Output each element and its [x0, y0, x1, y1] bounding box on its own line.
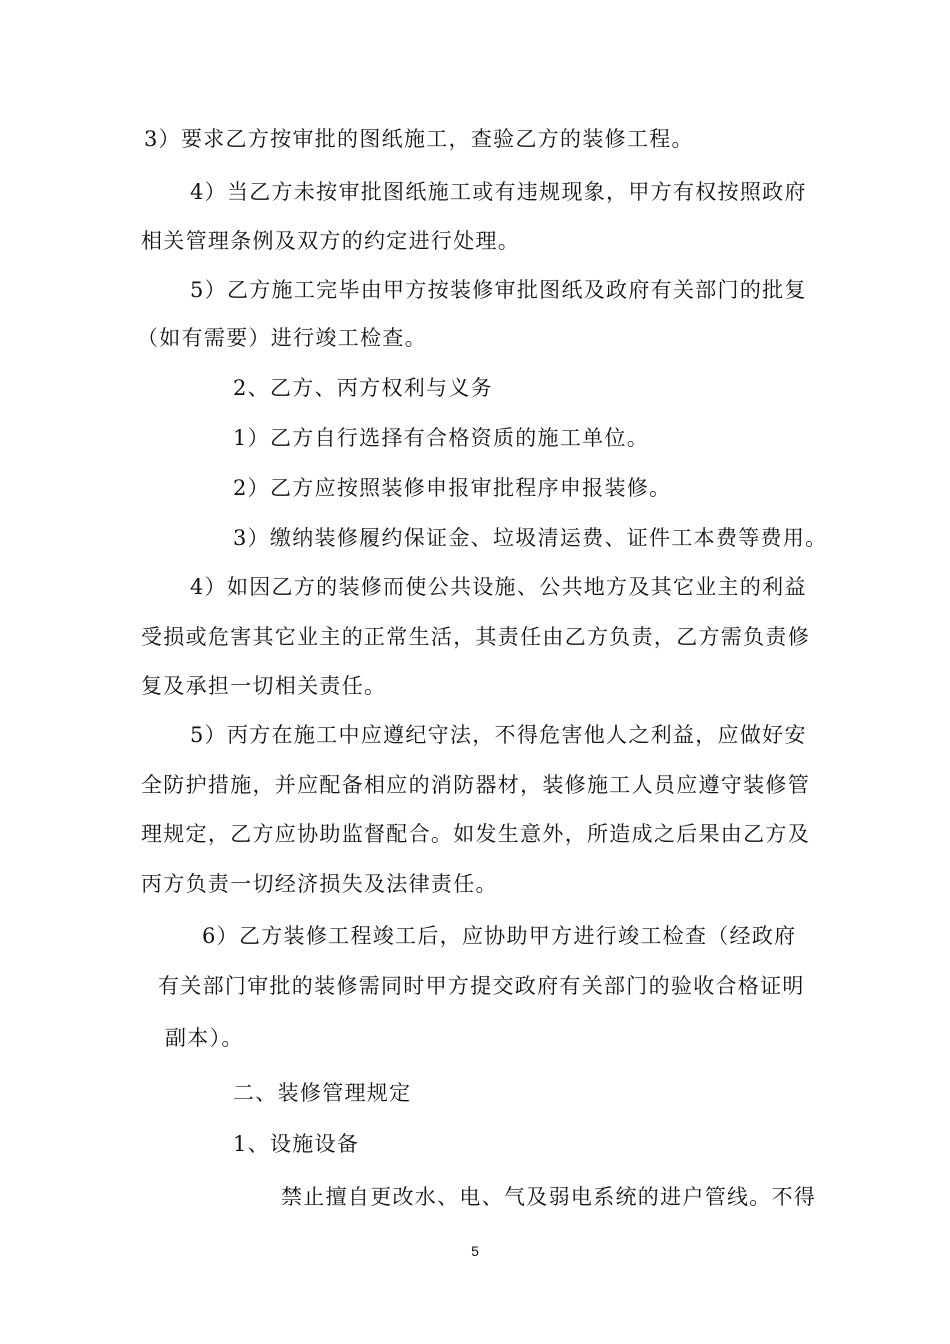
- text-line: 4）当乙方未按审批图纸施工或有违规现象，甲方有权按照政府: [190, 180, 807, 204]
- text-line: 复及承担一切相关责任。: [141, 674, 387, 698]
- section-heading: 二、装修管理规定: [233, 1081, 412, 1105]
- subsection-heading: 1、设施设备: [233, 1132, 360, 1156]
- text-line: 丙方负责一切经济损失及法律责任。: [141, 872, 498, 896]
- text-line: 6）乙方装修工程竣工后，应协助甲方进行竣工检查（经政府: [202, 924, 797, 948]
- text-line: 有关部门审批的装修需同时甲方提交政府有关部门的验收合格证明: [158, 974, 805, 998]
- text-line: 3）要求乙方按审批的图纸施工，查验乙方的装修工程。: [144, 127, 694, 151]
- text-line: 5）乙方施工完毕由甲方按装修审批图纸及政府有关部门的批复: [190, 278, 807, 302]
- text-line: 3）缴纳装修履约保证金、垃圾清运费、证件工本费等费用。: [233, 526, 828, 550]
- text-line: 5）丙方在施工中应遵纪守法，不得危害他人之利益，应做好安: [190, 723, 807, 747]
- page-number: 5: [471, 1243, 479, 1259]
- section-heading: 2、乙方、丙方权利与义务: [233, 376, 493, 400]
- text-line: 2）乙方应按照装修申报审批程序申报装修。: [233, 476, 672, 500]
- text-line: 禁止擅自更改水、电、气及弱电系统的进户管线。不得: [281, 1185, 817, 1209]
- text-line: 1）乙方自行选择有合格资质的施工单位。: [233, 426, 650, 450]
- text-line: 4）如因乙方的装修而使公共设施、公共地方及其它业主的利益: [190, 575, 807, 599]
- text-line: 全防护措施，并应配备相应的消防器材，装修施工人员应遵守装修管: [141, 773, 810, 797]
- text-line: 副本）。: [165, 1026, 244, 1050]
- text-line: （如有需要）进行竣工检查。: [137, 326, 427, 350]
- text-line: 理规定，乙方应协助监督配合。如发生意外，所造成之后果由乙方及: [141, 822, 810, 846]
- text-line: 相关管理条例及双方的约定进行处理。: [141, 229, 521, 253]
- text-line: 受损或危害其它业主的正常生活，其责任由乙方负责，乙方需负责修: [141, 625, 810, 649]
